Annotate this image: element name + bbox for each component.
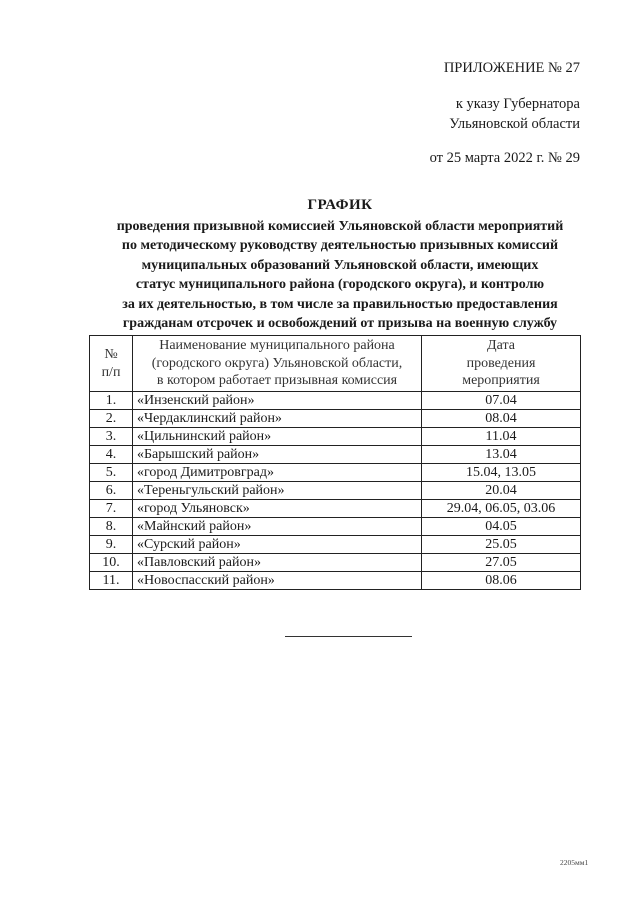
- table-row: [90, 392, 581, 410]
- schedule-table: [89, 335, 581, 590]
- table-row: [90, 554, 581, 572]
- row-date: 11.04: [422, 428, 581, 446]
- table-row: [90, 572, 581, 590]
- row-municipality: «Сурский район»: [133, 536, 422, 554]
- row-date: 04.05: [422, 518, 581, 536]
- header-municipality: Наименование муниципального района (городского округа) Ульяновской области, в котором работает призывная комиссия: [133, 336, 422, 392]
- row-date: 08.04: [422, 410, 581, 428]
- row-municipality: «Чердаклинский район»: [133, 410, 422, 428]
- row-municipality: «Майнский район»: [133, 518, 422, 536]
- document-title: [80, 196, 600, 334]
- title-line: по методическому руководству деятельностью призывных комиссий: [121, 238, 559, 253]
- table-row: [90, 446, 581, 464]
- row-date: 13.04: [422, 446, 581, 464]
- title-line: гражданам отсрочек и освобождений от призыва на военную службу: [122, 316, 558, 331]
- decree-reference-line: Ульяновской области: [449, 116, 580, 132]
- row-municipality: «Инзенский район»: [133, 392, 422, 410]
- row-municipality: «Тереньгульский район»: [133, 482, 422, 500]
- header-date: Дата проведения мероприятия: [422, 336, 581, 392]
- row-municipality: «город Ульяновск»: [133, 500, 422, 518]
- row-number: 7.: [90, 500, 133, 518]
- row-number: 3.: [90, 428, 133, 446]
- table-row: [90, 410, 581, 428]
- row-municipality: «Павловский район»: [133, 554, 422, 572]
- row-number: 5.: [90, 464, 133, 482]
- row-date: 29.04, 06.05, 03.06: [422, 500, 581, 518]
- row-date: 08.06: [422, 572, 581, 590]
- header-number: № п/п: [90, 336, 133, 392]
- row-number: 9.: [90, 536, 133, 554]
- title-line: муниципальных образований Ульяновской области, имеющих: [141, 257, 539, 273]
- title-heading: ГРАФИК: [307, 197, 373, 213]
- document-code: 2205мм1: [560, 858, 589, 867]
- title-line: статус муниципального района (городского округа), и контролю: [135, 277, 545, 292]
- row-date: 20.04: [422, 482, 581, 500]
- row-number: 6.: [90, 482, 133, 500]
- row-number: 10.: [90, 554, 133, 572]
- end-separator-line: [285, 636, 412, 637]
- decree-date: от 25 марта 2022 г. № 29: [429, 150, 580, 166]
- row-number: 8.: [90, 518, 133, 536]
- row-number: 1.: [90, 392, 133, 410]
- row-municipality: «Барышский район»: [133, 446, 422, 464]
- row-number: 11.: [90, 572, 133, 590]
- title-line: проведения призывной комиссией Ульяновской области мероприятий: [116, 218, 564, 234]
- title-line: за их деятельностью, в том числе за правильностью предоставления: [122, 296, 558, 312]
- row-date: 25.05: [422, 536, 581, 554]
- table-row: [90, 428, 581, 446]
- table-row: [90, 464, 581, 482]
- decree-reference: [380, 94, 580, 134]
- row-number: 4.: [90, 446, 133, 464]
- appendix-number: ПРИЛОЖЕНИЕ № 27: [443, 60, 580, 76]
- table-row: [90, 518, 581, 536]
- row-date: 27.05: [422, 554, 581, 572]
- row-date: 15.04, 13.05: [422, 464, 581, 482]
- row-municipality: «Новоспасский район»: [133, 572, 422, 590]
- row-number: 2.: [90, 410, 133, 428]
- table-row: [90, 482, 581, 500]
- table-row: [90, 500, 581, 518]
- row-date: 07.04: [422, 392, 581, 410]
- table-row: [90, 536, 581, 554]
- table-header-row: [90, 336, 581, 392]
- row-municipality: «город Димитровград»: [133, 464, 422, 482]
- decree-reference-line: к указу Губернатора: [455, 96, 580, 112]
- row-municipality: «Цильнинский район»: [133, 428, 422, 446]
